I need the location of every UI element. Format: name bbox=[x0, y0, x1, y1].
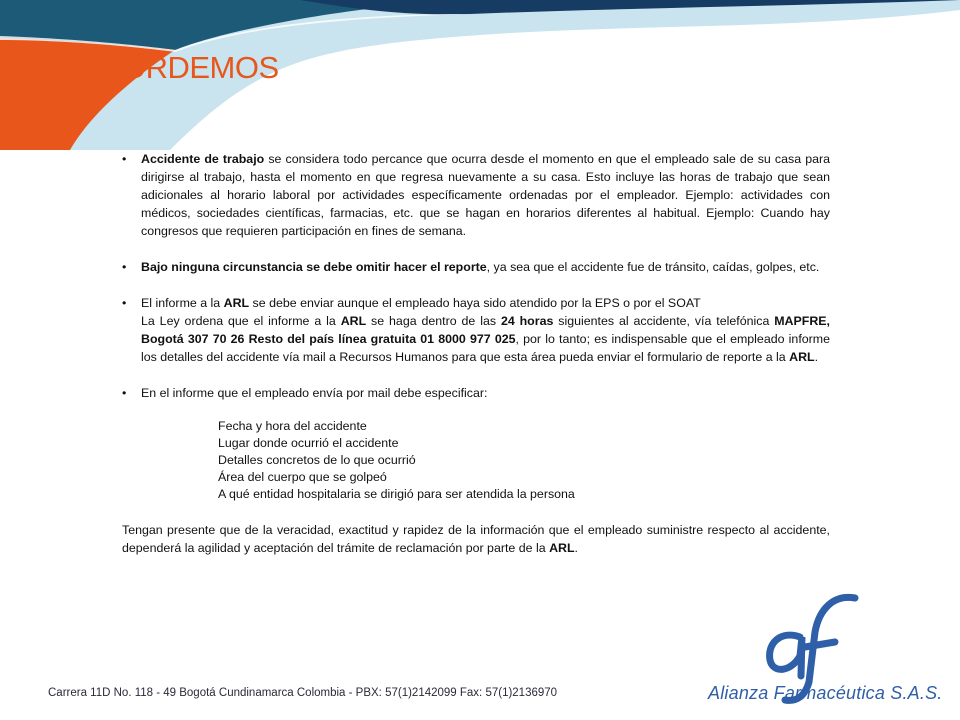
bullet-text: En el informe que el empleado envía por mail debe especificar: bbox=[141, 386, 488, 400]
text-segment: La Ley ordena que el informe a la bbox=[141, 314, 341, 328]
footer-address: Carrera 11D No. 118 - 49 Bogotá Cundinamarca Colombia - PBX: 57(1)2142099 Fax: 57(1)2136970 bbox=[48, 687, 558, 699]
mapfre-phone-bold: MAPFRE, Bogotá 307 70 26 Resto del país línea gratuita 01 8000 977 025 bbox=[141, 314, 830, 346]
report-item: Fecha y hora del accidente bbox=[218, 419, 367, 433]
bullet-reporte bbox=[122, 258, 830, 276]
content-body bbox=[122, 150, 830, 557]
bullet-accidente-trabajo bbox=[122, 150, 830, 240]
bold-lead: Bajo ninguna circunstancia se debe omitir hacer el reporte bbox=[141, 260, 487, 274]
text-segment: se haga dentro de las bbox=[366, 314, 501, 328]
ley-paragraph bbox=[141, 312, 830, 366]
report-item: Detalles concretos de lo que ocurrió bbox=[218, 453, 416, 467]
bullet-text: se considera todo percance que ocurra desde el momento en que el empleado sale de su casa para dirigirse al trabajo, hasta el momento en que regresa nuevamente a su casa. Esto incluye las horas de trabajo que sean adicionales al horario laboral por actividades específicamente ordenadas por el empleador. Ejemplo: actividades con médicos, sociedades científicas, farmacias, etc. que se hagan en horarios diferentes al habitual. Ejemplo: Cuando hay congresos que requieren participación en fines de semana. bbox=[141, 152, 831, 238]
bullet-marker: • bbox=[122, 260, 127, 274]
arl-bold: ARL bbox=[340, 314, 367, 328]
bullet-marker: • bbox=[122, 296, 127, 310]
bullet-marker: • bbox=[122, 152, 127, 166]
report-item: Área del cuerpo que se golpeó bbox=[218, 470, 387, 484]
report-items-list bbox=[218, 418, 830, 503]
report-item: Lugar donde ocurrió el accidente bbox=[218, 436, 399, 450]
bold-lead: Accidente de trabajo bbox=[141, 152, 265, 166]
text-segment: El informe a la bbox=[141, 296, 224, 310]
bullet-especificar bbox=[122, 384, 830, 402]
closing-text: Tengan presente que de la veracidad, exactitud y rapidez de la información que el empleado suministre respecto al accidente, dependerá la agilidad y aceptación del trámite de reclamación por parte de la bbox=[122, 523, 830, 555]
informe-line bbox=[141, 294, 830, 312]
bullet-informe-arl bbox=[122, 294, 830, 366]
company-name: Alianza Farmacéutica S.A.S. bbox=[708, 683, 943, 703]
page-title: RECORDEMOS bbox=[58, 50, 279, 85]
text-segment: . bbox=[814, 350, 819, 364]
arl-bold: ARL bbox=[789, 350, 815, 364]
arl-bold: ARL bbox=[549, 541, 575, 555]
text-segment: se debe enviar aunque el empleado haya sido atendido por la EPS o por el SOAT bbox=[249, 296, 701, 310]
text-segment: , por lo tanto; es indispensable que el empleado informe los detalles del accidente vía mail a Recursos Humanos para que esta área pueda enviar el formulario de reporte a la bbox=[141, 332, 830, 364]
text-segment: siguientes al accidente, vía telefónica bbox=[553, 314, 775, 328]
bullet-text: , ya sea que el accidente fue de tránsito, caídas, golpes, etc. bbox=[486, 260, 820, 274]
hours-bold: 24 horas bbox=[500, 314, 554, 328]
closing-end: . bbox=[574, 541, 578, 555]
bullet-marker: • bbox=[122, 386, 127, 400]
closing-paragraph bbox=[122, 521, 830, 557]
report-item: A qué entidad hospitalaria se dirigió para ser atendida la persona bbox=[218, 487, 575, 501]
arl-bold: ARL bbox=[223, 296, 250, 310]
